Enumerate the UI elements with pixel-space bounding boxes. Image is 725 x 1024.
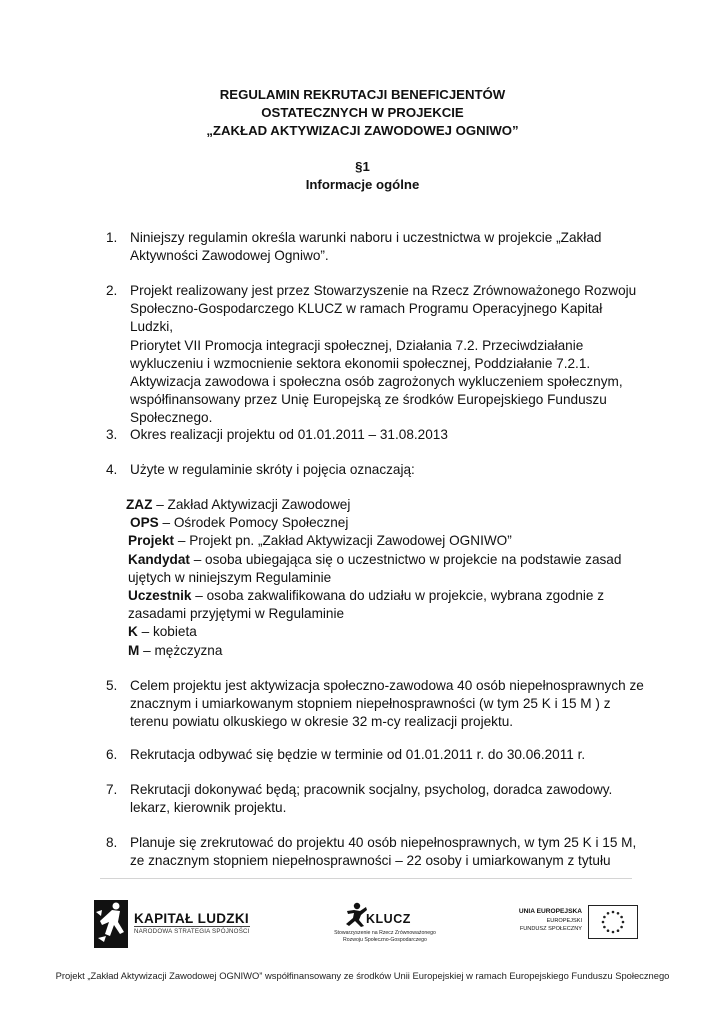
footer-funding-note: Projekt „Zakład Aktywizacji Zawodowej OGNIWO” współfinansowany ze środków Unii Europejskiej w ramach Europejskiego Funduszu Społecznego [55,970,670,981]
item-text [130,781,645,817]
definition-kandydat-cont: ujętych w niniejszym Regulaminie [128,569,332,585]
eu-fund-label-2: FUNDUSZ SPOŁECZNY [519,926,582,932]
definition-term: ZAZ [126,497,153,512]
definition-kandydat [128,551,648,569]
item-text [130,229,645,265]
item-number: 8. [106,835,118,850]
klucz-subtitle-line-1: Stowarzyszenie na Rzecz Zrównoważonego [334,930,436,936]
eu-label: UNIA EUROPEJSKA [518,908,582,915]
definition-term: Uczestnik [128,588,192,604]
definition-term: M [128,642,140,658]
definition-ops [130,514,648,532]
item-number: 7. [106,782,118,797]
definition-k [128,623,648,641]
item-line: terenu powiatu olkuskiego w okresie 32 m-cy realizacji projektu. [130,714,514,730]
definition-zaz [126,496,648,514]
item-line: Aktywizacja zawodowa i społeczna osób zagrożonych wykluczeniem społecznym, [130,374,623,390]
definition-term: K [128,624,138,640]
title-line-3: „ZAKŁAD AKTYWIZACJI ZAWODOWEJ OGNIWO” [206,123,519,138]
item-number: 5. [106,678,118,693]
definition-uczestnik [128,587,648,605]
section-heading [0,158,725,194]
definition-desc: – mężczyzna [139,642,223,658]
klucz-subtitle-line-2: Rozwoju Społeczno-Gospodarczego [343,937,427,943]
section-number: §1 [355,159,370,174]
definitions-list [128,496,648,660]
kapital-ludzki-emblem-icon [92,898,132,950]
document-title [0,86,725,140]
item-line: Okres realizacji projektu od 01.01.2011 – 31.08.2013 [130,427,448,442]
definition-desc: – osoba ubiegająca się o uczestnictwo w projekcie na podstawie zasad [189,551,622,567]
item-number: 1. [106,230,118,245]
item-text [130,834,645,870]
definition-desc: – osoba zakwalifikowana do udziału w projekcie, wybrana zgodnie z [191,588,605,604]
definition-desc: – Projekt pn. „Zakład Aktywizacji Zawodowej OGNIWO” [174,533,512,549]
item-line: Rekrutacja odbywać się będzie w terminie od 01.01.2011 r. do 30.06.2011 r. [130,747,586,762]
item-line: lekarz, kierownik projektu. [130,800,287,816]
kapital-ludzki-divider [134,926,250,927]
definition-projekt [128,532,648,550]
item-number: 6. [106,747,118,762]
kapital-ludzki-subtitle: NARODOWA STRATEGIA SPÓJNOŚCI [134,928,250,935]
item-line: Projekt realizowany jest przez Stowarzyszenie na Rzecz Zrównoważonego Rozwoju [130,283,637,298]
title-line-1: REGULAMIN REKRUTACJI BENEFICJENTÓW [219,87,506,102]
eu-fund-label-1: EUROPEJSKI [546,918,582,924]
item-text [130,426,645,444]
definition-term: Projekt [128,533,175,549]
definition-desc: – Zakład Aktywizacji Zawodowej [152,497,351,512]
item-line: Priorytet VII Promocja integracji społecznej, Działania 7.2. Przeciwdziałanie [130,337,584,353]
item-text [130,677,645,732]
item-line: Planuje się zrekrutować do projektu 40 osób niepełnosprawnych, w tym 25 K i 15 M, [130,835,637,850]
item-line: ze znacznym stopniem niepełnosprawności – 22 osoby i umiarkowanym z tytułu [130,853,611,869]
item-number: 3. [106,427,118,442]
definition-uczestnik-cont: zasadami przyjętymi w Regulaminie [128,606,345,622]
item-line: Społeczno-Gospodarczego KLUCZ w ramach Programu Operacyjnego Kapitał Ludzki, [130,301,603,335]
item-number: 2. [106,283,118,298]
footer-divider [100,878,632,879]
definition-desc: – Ośrodek Pomocy Społecznej [158,515,349,531]
title-line-2: OSTATECZNYCH W PROJEKCIE [261,105,464,120]
item-line: Celem projektu jest aktywizacja społeczno-zawodowa 40 osób niepełnosprawnych ze [130,678,644,693]
item-line: Aktywności Zawodowej Ogniwo”. [130,248,329,264]
definition-desc: – kobieta [137,624,197,640]
item-line: Użyte w regulaminie skróty i pojęcia oznaczają: [130,462,415,477]
kapital-ludzki-logo [92,898,267,950]
definition-term: Kandydat [128,551,190,567]
item-line: Społecznego. [130,410,213,426]
klucz-figure-icon [344,902,368,928]
kapital-ludzki-title: KAPITAŁ LUDZKI [134,911,249,926]
klucz-logo [308,898,458,950]
item-line: znacznym i umiarkowanym stopniem niepełnosprawności (w tym 25 K i 15 M ) z [130,696,611,712]
item-text [130,461,645,479]
item-line: Rekrutacji dokonywać będą; pracownik socjalny, psycholog, doradca zawodowy. [130,782,613,797]
item-line: współfinansowany przez Unię Europejską ze środków Europejskiego Funduszu [130,392,607,408]
klucz-name: KLUCZ [366,912,411,926]
item-line: wykluczeniu i wzmocnienie sektora ekonomii społecznej, Poddziałanie 7.2.1. [130,355,591,371]
definition-term: OPS [130,515,159,531]
item-number: 4. [106,462,118,477]
eu-logo [508,905,638,941]
section-title: Informacje ogólne [305,177,420,192]
definition-m [128,642,648,660]
item-line: Niniejszy regulamin określa warunki naboru i uczestnictwa w projekcie „Zakład [130,230,602,245]
item-text [130,282,645,428]
eu-flag-icon [588,905,638,939]
item-text [130,746,645,764]
